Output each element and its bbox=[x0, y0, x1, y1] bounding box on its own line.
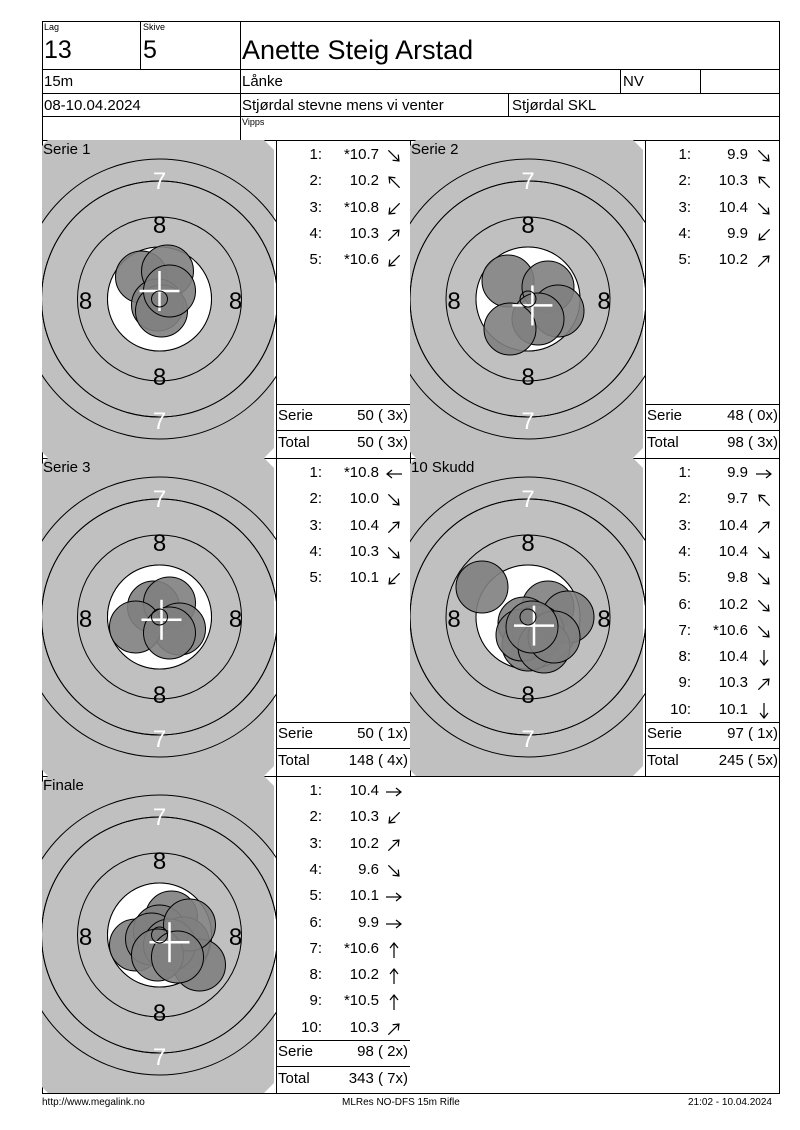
total-value: 50 ( 3x) bbox=[357, 434, 408, 451]
footer-url[interactable]: http://www.megalink.no bbox=[42, 1097, 145, 1108]
shot-row bbox=[276, 566, 410, 592]
shot-value: 10.1 bbox=[349, 887, 379, 905]
ring-label-top: 7 bbox=[152, 168, 167, 195]
ring-label-left: 8 bbox=[78, 924, 93, 951]
shot-number: 4: bbox=[309, 542, 322, 560]
shot-value: 10.1 bbox=[718, 700, 748, 718]
shot-number: 3: bbox=[309, 198, 322, 216]
total-sum-row bbox=[278, 434, 408, 460]
shot-row bbox=[645, 487, 780, 513]
shot-number: 5: bbox=[309, 887, 322, 905]
skive-value: 5 bbox=[143, 36, 157, 64]
shot-row bbox=[276, 911, 410, 937]
ring-label-upper: 8 bbox=[521, 530, 535, 557]
shot-number: 3: bbox=[678, 198, 691, 216]
shot-number: 5: bbox=[309, 569, 322, 587]
shot-value: 10.2 bbox=[349, 172, 379, 190]
serie-value: 48 ( 0x) bbox=[727, 407, 778, 424]
panel-title: Finale bbox=[43, 777, 84, 794]
ring-label-left: 8 bbox=[78, 288, 93, 315]
shot-value: *10.6 bbox=[343, 251, 379, 269]
shot-row bbox=[276, 248, 410, 274]
total-value: 148 ( 4x) bbox=[348, 752, 408, 769]
shot-number: 2: bbox=[678, 172, 691, 190]
direction-arrow-icon bbox=[384, 146, 404, 166]
total-value: 343 ( 7x) bbox=[348, 1070, 408, 1087]
shot-hole bbox=[152, 931, 204, 983]
ring-label-upper: 8 bbox=[152, 212, 167, 239]
ring-label-left: 8 bbox=[447, 288, 461, 315]
ring-label-right: 8 bbox=[228, 288, 243, 315]
serie-label: Serie bbox=[278, 725, 314, 742]
shooter-name: Anette Steig Arstad bbox=[242, 35, 474, 65]
shot-number: 3: bbox=[309, 516, 322, 534]
total-sum-row bbox=[647, 752, 778, 778]
ring-label-bottom: 7 bbox=[521, 408, 535, 435]
ring-label-left: 8 bbox=[447, 606, 461, 633]
direction-arrow-icon bbox=[754, 648, 774, 668]
shot-value: 10.3 bbox=[718, 172, 748, 190]
shot-value: *10.7 bbox=[343, 146, 379, 163]
ring-label-bottom: 7 bbox=[152, 1044, 167, 1071]
serie-label: Serie bbox=[647, 407, 683, 424]
shot-row bbox=[645, 461, 780, 487]
shot-number: 6: bbox=[678, 595, 691, 613]
serie-label: Serie bbox=[647, 725, 683, 742]
total-sum-row bbox=[278, 1070, 408, 1096]
panel-title: Serie 3 bbox=[43, 459, 91, 476]
shot-row bbox=[276, 169, 410, 195]
shot-value: 9.9 bbox=[727, 464, 748, 481]
ring-label-top: 7 bbox=[152, 804, 167, 831]
total-label: Total bbox=[278, 752, 310, 769]
shot-number: 2: bbox=[309, 172, 322, 190]
direction-arrow-icon bbox=[754, 596, 774, 616]
shot-value: 10.4 bbox=[718, 198, 748, 216]
shot-row bbox=[276, 461, 410, 487]
shot-value: 10.4 bbox=[349, 782, 379, 799]
shot-number: 1: bbox=[309, 146, 322, 163]
direction-arrow-icon bbox=[384, 992, 404, 1012]
ring-label-bottom: 7 bbox=[152, 726, 167, 753]
note: Vipps bbox=[242, 117, 265, 127]
serie-value: 97 ( 1x) bbox=[727, 725, 778, 742]
total-sum-row bbox=[278, 752, 408, 778]
direction-arrow-icon bbox=[754, 146, 774, 166]
shot-value: *10.8 bbox=[343, 464, 379, 481]
shot-row bbox=[645, 593, 780, 619]
shot-number: 5: bbox=[309, 251, 322, 269]
shot-number: 1: bbox=[309, 782, 322, 799]
serie-label: Serie bbox=[278, 1043, 314, 1060]
total-label: Total bbox=[278, 1070, 310, 1087]
shot-hole bbox=[456, 561, 508, 613]
shot-row bbox=[276, 963, 410, 989]
ring-label-bottom: 7 bbox=[152, 408, 167, 435]
ring-label-lower: 8 bbox=[521, 364, 535, 391]
shot-value: *10.8 bbox=[343, 198, 379, 216]
shot-value: 10.3 bbox=[349, 808, 379, 826]
direction-arrow-icon bbox=[754, 701, 774, 721]
date: 08-10.04.2024 bbox=[44, 97, 141, 114]
ring-label-top: 7 bbox=[152, 486, 167, 513]
shot-row bbox=[645, 196, 780, 222]
shot-number: 9: bbox=[309, 992, 322, 1010]
shot-row bbox=[276, 805, 410, 831]
shot-value: 9.6 bbox=[358, 860, 379, 878]
direction-arrow-icon bbox=[384, 490, 404, 510]
shot-row bbox=[276, 989, 410, 1015]
shot-number: 10: bbox=[670, 700, 691, 718]
shot-value: 9.9 bbox=[727, 224, 748, 242]
shot-row bbox=[645, 698, 780, 724]
serie-label: Serie bbox=[278, 407, 314, 424]
shot-number: 3: bbox=[678, 516, 691, 534]
panel-title: 10 Skudd bbox=[411, 459, 475, 476]
lag-value: 13 bbox=[44, 36, 72, 64]
footer-software: MLRes NO-DFS 15m Rifle bbox=[342, 1097, 460, 1108]
shot-row bbox=[645, 143, 780, 169]
serie-value: 50 ( 3x) bbox=[357, 407, 408, 424]
club: Lånke bbox=[242, 73, 283, 90]
ring-label-right: 8 bbox=[228, 924, 243, 951]
lag-label: Lag bbox=[44, 22, 60, 32]
ring-label-lower: 8 bbox=[152, 364, 167, 391]
serie-value: 98 ( 2x) bbox=[357, 1043, 408, 1060]
shot-number: 5: bbox=[678, 569, 691, 587]
shot-value: 10.4 bbox=[349, 516, 379, 534]
shot-value: 10.2 bbox=[718, 595, 748, 613]
ring-label-lower: 8 bbox=[152, 682, 167, 709]
ring-label-upper: 8 bbox=[152, 848, 167, 875]
direction-arrow-icon bbox=[384, 808, 404, 828]
shot-number: 7: bbox=[678, 621, 691, 639]
shot-value: 10.4 bbox=[718, 542, 748, 560]
shot-value: 9.8 bbox=[727, 569, 748, 587]
shot-row bbox=[645, 514, 780, 540]
shot-value: 9.9 bbox=[358, 913, 379, 931]
target-card bbox=[42, 458, 276, 776]
footer-timestamp: 21:02 - 10.04.2024 bbox=[688, 1097, 772, 1108]
shot-row bbox=[276, 1016, 410, 1042]
shot-value: 10.2 bbox=[349, 966, 379, 984]
ring-label-bottom: 7 bbox=[521, 726, 535, 753]
ring-label-upper: 8 bbox=[521, 212, 535, 239]
direction-arrow-icon bbox=[754, 622, 774, 642]
shot-value: 10.4 bbox=[718, 516, 748, 534]
total-sum-row bbox=[647, 434, 778, 460]
shot-number: 10: bbox=[301, 1018, 322, 1036]
panel-title: Serie 2 bbox=[411, 141, 459, 158]
target-card bbox=[410, 140, 645, 458]
distance: 15m bbox=[44, 73, 74, 90]
direction-arrow-icon bbox=[384, 199, 404, 219]
shot-row bbox=[645, 169, 780, 195]
ring-label-lower: 8 bbox=[521, 682, 535, 709]
shot-row bbox=[276, 937, 410, 963]
direction-arrow-icon bbox=[384, 782, 404, 802]
shot-number: 2: bbox=[309, 490, 322, 508]
shot-row bbox=[645, 566, 780, 592]
direction-arrow-icon bbox=[384, 1019, 404, 1039]
target-card bbox=[410, 458, 645, 776]
shot-value: 10.2 bbox=[718, 251, 748, 269]
total-value: 98 ( 3x) bbox=[727, 434, 778, 451]
direction-arrow-icon bbox=[384, 914, 404, 934]
shot-number: 7: bbox=[309, 939, 322, 957]
direction-arrow-icon bbox=[754, 490, 774, 510]
direction-arrow-icon bbox=[384, 966, 404, 986]
shot-row bbox=[276, 832, 410, 858]
shot-number: 4: bbox=[309, 224, 322, 242]
shot-row bbox=[645, 619, 780, 645]
panel-title: Serie 1 bbox=[43, 141, 91, 158]
skive-label: Skive bbox=[143, 22, 166, 32]
shot-number: 2: bbox=[309, 808, 322, 826]
shot-row bbox=[645, 671, 780, 697]
direction-arrow-icon bbox=[384, 835, 404, 855]
direction-arrow-icon bbox=[384, 172, 404, 192]
shooter-class: NV bbox=[623, 73, 644, 90]
direction-arrow-icon bbox=[384, 464, 404, 484]
shot-value: 10.4 bbox=[718, 648, 748, 666]
total-label: Total bbox=[278, 434, 310, 451]
shot-value: 10.3 bbox=[349, 1018, 379, 1036]
direction-arrow-icon bbox=[384, 569, 404, 589]
direction-arrow-icon bbox=[754, 674, 774, 694]
total-label: Total bbox=[647, 434, 679, 451]
direction-arrow-icon bbox=[384, 543, 404, 563]
direction-arrow-icon bbox=[754, 464, 774, 484]
shot-row bbox=[276, 514, 410, 540]
shot-number: 8: bbox=[678, 648, 691, 666]
shot-value: 10.0 bbox=[349, 490, 379, 508]
direction-arrow-icon bbox=[754, 251, 774, 271]
ring-label-top: 7 bbox=[521, 486, 535, 513]
ring-label-right: 8 bbox=[597, 606, 611, 633]
serie-sum-row bbox=[278, 725, 408, 751]
serie-value: 50 ( 1x) bbox=[357, 725, 408, 742]
ring-label-right: 8 bbox=[228, 606, 243, 633]
shot-hole bbox=[506, 601, 558, 653]
direction-arrow-icon bbox=[384, 940, 404, 960]
direction-arrow-icon bbox=[754, 517, 774, 537]
direction-arrow-icon bbox=[384, 887, 404, 907]
event-name: Stjørdal stevne mens vi venter bbox=[242, 97, 444, 114]
serie-sum-row bbox=[278, 1043, 408, 1069]
total-label: Total bbox=[647, 752, 679, 769]
shot-value: *10.6 bbox=[712, 621, 748, 639]
shot-value: 10.2 bbox=[349, 834, 379, 852]
shot-number: 1: bbox=[309, 464, 322, 481]
target-card bbox=[42, 776, 276, 1093]
shot-row bbox=[276, 222, 410, 248]
shot-row bbox=[645, 222, 780, 248]
ring-label-lower: 8 bbox=[152, 1000, 167, 1027]
shot-value: 10.3 bbox=[349, 224, 379, 242]
shot-number: 5: bbox=[678, 251, 691, 269]
shot-value: *10.5 bbox=[343, 992, 379, 1010]
shot-value: 9.9 bbox=[727, 146, 748, 163]
ring-label-left: 8 bbox=[78, 606, 93, 633]
shot-row bbox=[276, 884, 410, 910]
direction-arrow-icon bbox=[384, 517, 404, 537]
shot-row bbox=[276, 540, 410, 566]
serie-sum-row bbox=[278, 407, 408, 433]
shot-number: 3: bbox=[309, 834, 322, 852]
ring-label-right: 8 bbox=[597, 288, 611, 315]
shot-number: 4: bbox=[678, 542, 691, 560]
direction-arrow-icon bbox=[384, 225, 404, 245]
direction-arrow-icon bbox=[754, 569, 774, 589]
shot-row bbox=[276, 487, 410, 513]
shot-number: 9: bbox=[678, 674, 691, 692]
shot-row bbox=[645, 540, 780, 566]
shot-value: 10.3 bbox=[349, 542, 379, 560]
direction-arrow-icon bbox=[754, 225, 774, 245]
shot-value: 10.3 bbox=[718, 674, 748, 692]
shot-row bbox=[276, 196, 410, 222]
total-value: 245 ( 5x) bbox=[718, 752, 778, 769]
ring-label-upper: 8 bbox=[152, 530, 167, 557]
shot-row bbox=[276, 143, 410, 169]
direction-arrow-icon bbox=[754, 199, 774, 219]
shot-number: 8: bbox=[309, 966, 322, 984]
shot-number: 2: bbox=[678, 490, 691, 508]
shot-hole bbox=[484, 303, 536, 355]
shot-row bbox=[645, 645, 780, 671]
direction-arrow-icon bbox=[384, 861, 404, 881]
ring-label-top: 7 bbox=[521, 168, 535, 195]
shot-row bbox=[276, 858, 410, 884]
serie-sum-row bbox=[647, 407, 778, 433]
shot-number: 1: bbox=[678, 146, 691, 163]
shot-row bbox=[276, 779, 410, 805]
serie-sum-row bbox=[647, 725, 778, 751]
shot-number: 4: bbox=[309, 860, 322, 878]
direction-arrow-icon bbox=[754, 172, 774, 192]
shot-number: 1: bbox=[678, 464, 691, 481]
direction-arrow-icon bbox=[384, 251, 404, 271]
target-card bbox=[42, 140, 276, 458]
shot-value: 9.7 bbox=[727, 490, 748, 508]
shot-number: 6: bbox=[309, 913, 322, 931]
direction-arrow-icon bbox=[754, 543, 774, 563]
shot-value: *10.6 bbox=[343, 939, 379, 957]
organizer: Stjørdal SKL bbox=[512, 97, 597, 114]
shot-number: 4: bbox=[678, 224, 691, 242]
shot-row bbox=[645, 248, 780, 274]
shot-value: 10.1 bbox=[349, 569, 379, 587]
